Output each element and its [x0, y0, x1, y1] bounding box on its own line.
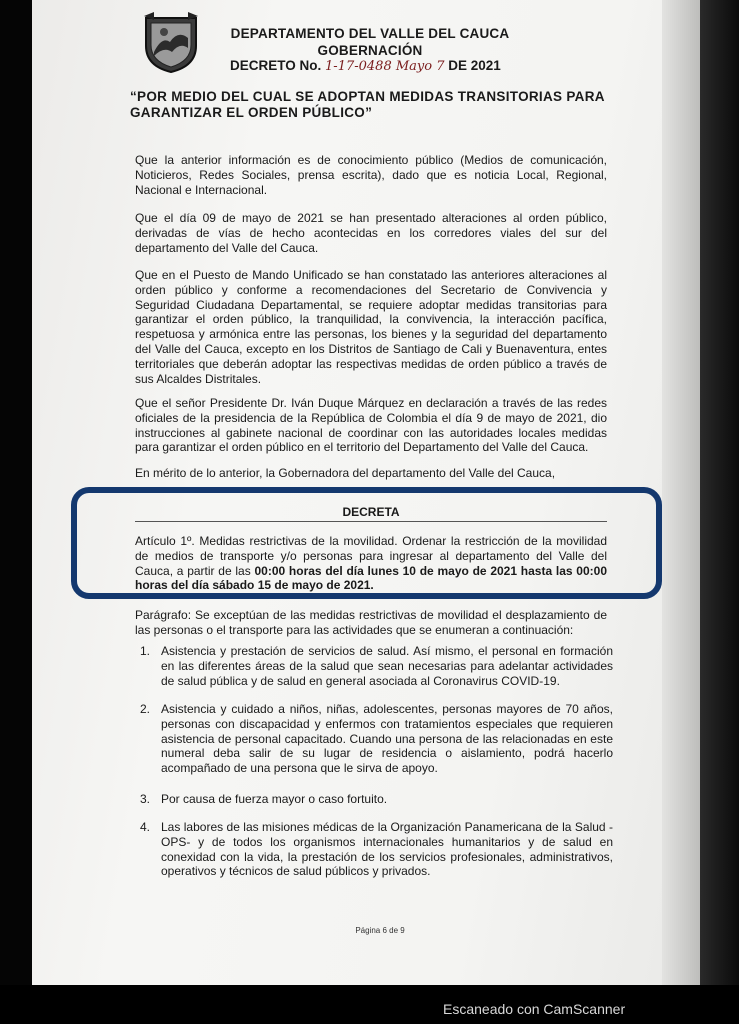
page-edge-shadow [662, 0, 700, 985]
list-item-text: Asistencia y cuidado a niños, niñas, adolescentes, personas mayores de 70 años, personas con discapacidad y enfermos con tratamientos especiales que requieren asistencia de personal capacitado. Cuando una persona de las relacionadas en este numeral deba salir de su lugar de residencia o aislamiento, podrá hacerlo acompañado de una persona que le sirva de apoyo. [161, 702, 613, 776]
scan-border-right [700, 0, 739, 1024]
decreta-heading: DECRETA [342, 505, 400, 519]
coat-of-arms-seal [140, 12, 202, 74]
list-item-text: Asistencia y prestación de servicios de salud. Así mismo, el personal en formación en las diferentes áreas de la salud que sean necesarias para adelantar actividades de salud pública y de salud en general asociada al Coronavirus COVID-19. [161, 644, 613, 688]
paragraph-command-post: Que en el Puesto de Mando Unificado se han constatado las anteriores alteraciones al orden público y conforme a recomendaciones del Secretario de Convivencia y Seguridad Ciudadana Departamental, se requiere adoptar medidas transitorias para garantizar el orden público, la tranquilidad, la convivencia, la interacción pacífica, respetuosa y armónica entre las personas, los bienes y la seguridad del departamento del Valle del Cauca, excepto en los Distritos de Santiago de Cali y Buenaventura, entes territoriales que deberán adoptar las respectivas medidas de orden público a través de sus Alcaldes Distritales. [135, 268, 607, 386]
page-number: Página 6 de 9 [355, 926, 405, 935]
list-item-number: 2. [140, 702, 151, 716]
paragraph-president-declaration: Que el señor Presidente Dr. Iván Duque Márquez en declaración a través de las redes oficiales de la presidencia de la República de Colombia el día 9 de mayo de 2021, dio instrucciones al gabinete nacional de coordinar con las autoridades locales medidas para garantizar el orden público en el territorio del Departamento del Valle del Cauca. [135, 396, 607, 455]
paragraph-may-9-events: Que el día 09 de mayo de 2021 se han presentado alteraciones al orden público, derivadas de vías de hecho acontecidas en los corredores viales del sur del departamento del Valle del Cauca. [135, 211, 607, 255]
decree-title: “POR MEDIO DEL CUAL SE ADOPTAN MEDIDAS TRANSITORIAS PARA GARANTIZAR EL ORDEN PÚBLICO” [130, 89, 605, 120]
handwritten-decree-number: 1-17-0488 Mayo 7 [325, 59, 445, 74]
decree-year: DE 2021 [448, 58, 501, 73]
list-item-number: 3. [140, 792, 151, 806]
paragrafo-exceptions: Parágrafo: Se exceptúan de las medidas restrictivas de movilidad el desplazamiento de las personas o el transporte para las actividades que se enumeran a continuación: [135, 608, 607, 637]
decree-prefix: DECRETO No. [230, 58, 322, 73]
article-1-dates: 00:00 horas del día lunes 10 de mayo de 2021 hasta las 00:00 horas del día sábado 15 de mayo de 2021. [135, 563, 607, 593]
list-item-text: Por causa de fuerza mayor o caso fortuito. [161, 792, 388, 806]
camscanner-watermark: Escaneado con CamScanner [443, 1001, 626, 1017]
paragraph-public-knowledge: Que la anterior información es de conocimiento público (Medios de comunicación, Noticieros, Redes Sociales, prensa escrita), dado que es noticia Local, Regional, Nacional e Internacional. [135, 153, 607, 197]
department-heading: DEPARTAMENTO DEL VALLE DEL CAUCA [230, 26, 510, 41]
article-1-text: Artículo 1º. Medidas restrictivas de la movilidad. Ordenar la restricción de la movilidad de medios de transporte y/o personas para ingresar al departamento del Valle del Cauca, a partir de las [135, 534, 607, 578]
scan-border-left [0, 0, 32, 1024]
list-item-number: 1. [140, 644, 151, 658]
decree-number-line [230, 58, 530, 74]
list-item-number: 4. [140, 820, 151, 834]
governorship-heading: GOBERNACIÓN [317, 43, 423, 58]
paragraph-merit: En mérito de lo anterior, la Gobernadora del departamento del Valle del Cauca, [135, 466, 556, 480]
highlight-box [71, 487, 662, 599]
list-item-text: Las labores de las misiones médicas de la Organización Panamericana de la Salud - OPS- y de todos los organismos internacionales humanitarios y de salud en conexidad con la vida, la prestación de los servicios profesionales, administrativos, operativos y técnicos de salud públicos y privados. [161, 820, 613, 879]
